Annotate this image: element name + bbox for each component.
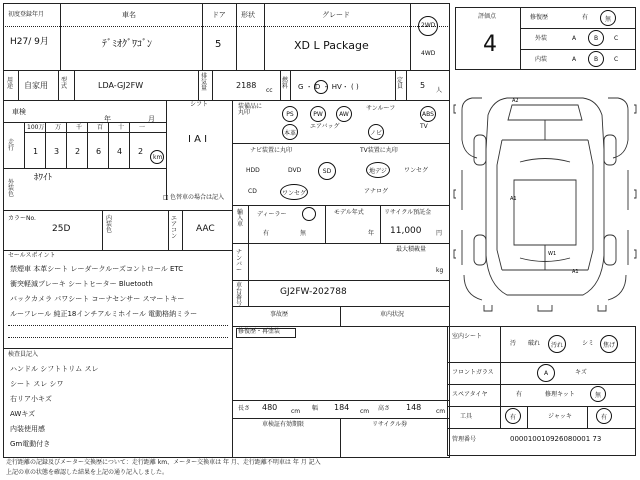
seat-burn-circle: 焦げ [600, 335, 618, 353]
mileage-prefix: 100万 [27, 124, 45, 131]
nav-cd: CD [248, 188, 257, 195]
shape-label: 形状 [241, 11, 255, 19]
mgmt-label: 管理番号 [452, 436, 477, 443]
use-label: 用途 [7, 77, 14, 90]
sales-line-3: ルーフレール 純正18インチアルミホイール 電動格納ミラー [10, 310, 198, 318]
sales-line-2: バックカメラ パワシート コーナセンサー スマートキー [10, 295, 185, 303]
glass-label: フロントガラス [452, 369, 494, 376]
history-col2: 車内状況 [380, 311, 405, 318]
type-label: 型式 [61, 77, 68, 90]
mileage-digit-3: 6 [96, 147, 102, 156]
fuel-diesel-circle [314, 80, 328, 94]
color-no-label: カラーNo. [8, 215, 36, 222]
seat-opt-3: シミ [582, 340, 595, 347]
exterior-label: 外装 [535, 35, 548, 42]
nav-oneseg-circle: ワンセグ [280, 184, 308, 200]
mileage-unit: km [153, 154, 163, 161]
repair-label: 修復歴 [530, 14, 549, 21]
seats-label: 定員 [397, 77, 404, 90]
equipment-item: AW [336, 106, 352, 122]
fuel-options: G ・ D ・ HV・ ( ) [298, 83, 359, 91]
ac-value: AAC [196, 224, 215, 234]
interior-a: A [572, 56, 577, 63]
car-damage-diagram [452, 80, 638, 320]
load-label: 最大積載量 [396, 246, 427, 253]
seats-value: 5 [420, 81, 426, 90]
dealer-no: 無 [300, 230, 307, 237]
tv-label: TV装置に丸印 [360, 147, 398, 154]
mileage-unit-4: 一 [139, 124, 146, 131]
drive-2wd: 2WD [421, 22, 436, 29]
equipment-item: エアバッグ [310, 123, 340, 130]
model-label: 車名 [122, 11, 136, 19]
sales-points-label: セールスポイント [8, 252, 56, 259]
repair-no-circle: 無 [600, 10, 616, 26]
equipment-item: ノビ [368, 124, 384, 140]
recycle-unit: 円 [436, 230, 443, 237]
repair-yes: 有 [582, 14, 589, 21]
color-note-box: □ [163, 194, 169, 201]
notes-line-0: ハンドル シフトトリム スレ [10, 365, 99, 373]
score-value: 4 [483, 32, 497, 57]
nav-dvd: DVD [288, 167, 302, 174]
spare-opt-0: 有 [516, 391, 523, 398]
recycle-value: 11,000 [390, 226, 422, 236]
equipment-label: 装備品に丸印 [238, 103, 263, 116]
diagram-label-w1: W1 [548, 251, 557, 257]
grade-value: XD L Package [294, 39, 369, 52]
dealer-dealer: ディーラー [257, 211, 287, 218]
dealer-yes: 有 [263, 230, 270, 237]
hgt-label: 高さ [378, 405, 391, 412]
seat-dirt-circle: 汚れ [548, 335, 566, 353]
type-value: LDA-GJ2FW [98, 81, 144, 90]
nav-hdd: HDD [246, 167, 260, 174]
sales-line-0: 禁煙車 本革シート レーダークルーズコントロール ETC [10, 265, 184, 273]
tv-oneseg: ワンセグ [404, 167, 429, 174]
len-unit: cm [291, 408, 301, 415]
mileage-unit-1: 千 [76, 124, 83, 131]
len-value: 480 [262, 403, 278, 412]
seats-unit: 人 [436, 87, 443, 94]
color-value: ﾎﾜｲﾄ [34, 173, 53, 183]
mileage-digit-1: 3 [54, 147, 60, 156]
mileage-digit-5: 2 [138, 147, 144, 156]
drive-4wd: 4WD [421, 50, 436, 57]
use-value: 自家用 [24, 81, 48, 90]
len-label: 長さ [238, 405, 251, 412]
mileage-digit-4: 4 [117, 147, 123, 156]
model-value: ﾃﾞﾐｵｸﾞﾜｺﾞﾝ [102, 39, 152, 50]
tools-yes-circle: 有 [505, 408, 521, 424]
wid-value: 184 [334, 403, 350, 412]
plate-label: ナンバー [236, 249, 243, 274]
equipment-item: TV [420, 123, 428, 130]
nav-label: ナビ装置に丸印 [250, 147, 293, 154]
color-no-value: 25D [52, 224, 71, 234]
footer-line-2: 上記の車の状態を確認した結果を上記の通り記入しました。 [6, 469, 169, 476]
inspection-label: 車検 [12, 108, 26, 116]
interior-b-circle: B [588, 51, 604, 67]
reg-date-value: H27/ 9月 [10, 37, 49, 47]
fuel-label: 燃料 [282, 77, 289, 90]
wid-unit: cm [360, 408, 370, 415]
inspection-date-label: 車検証有効期限 [262, 421, 305, 428]
notes-line-5: Gm電動付き [10, 440, 51, 448]
spare-none-circle: 無 [590, 386, 606, 402]
seat-opt-0: 汚 [510, 340, 517, 347]
ac-label: エアコン [171, 215, 178, 240]
color-label: 外装色 [8, 179, 15, 198]
tv-digital-circle: 地デジ [366, 162, 390, 178]
nav-sd-circle: SD [318, 162, 336, 180]
model-year-label: モデル年式 [334, 209, 364, 216]
score-label: 評価点 [478, 13, 497, 20]
history-col1: 事故歴 [270, 311, 289, 318]
shift-value: I A I [188, 134, 208, 145]
inspection-year: 年 [104, 115, 111, 123]
load-unit: kg [436, 267, 444, 274]
footer-line-1: 走行距離の記録及びメーター交換歴について：走行距離 km、メーター交換車は 年 月、走行距離不明車は 年 月 記入 [6, 459, 321, 466]
equipment-item: PW [310, 106, 326, 122]
frame-value: GJ2FW-202788 [280, 287, 347, 297]
color-note: 色替車の場合は記入 [170, 194, 225, 201]
mileage-unit-0: 万 [55, 124, 62, 131]
interior-seat-label: 室内シート [452, 333, 483, 340]
notes-label: 検査員記入 [8, 351, 39, 358]
exterior-a: A [572, 35, 577, 42]
exterior-c: C [614, 35, 619, 42]
equipment-item: 本革 [282, 124, 298, 140]
doors-value: 5 [215, 39, 222, 50]
grade-label: グレード [322, 11, 350, 19]
interior-c: C [614, 56, 619, 63]
tv-analog: アナログ [364, 188, 389, 195]
mileage-unit-2: 百 [97, 124, 104, 131]
interior-label: 内装色 [106, 215, 113, 234]
mileage-label: 走行 [8, 139, 15, 152]
history-sub: 修復歴・再塗装 [238, 328, 281, 335]
jack-yes-circle: 有 [596, 408, 612, 424]
dealer-label: 輸入車 [237, 209, 244, 228]
disp-unit: cc [266, 87, 273, 94]
jack-label: ジャッキ [548, 413, 572, 420]
wid-label: 幅 [312, 405, 319, 412]
glass-a-circle: A [537, 364, 555, 382]
notes-line-4: 内装使用感 [10, 425, 45, 433]
spare-opt-1: 修理キット [545, 391, 575, 398]
glass-opt-1: キズ [575, 369, 587, 376]
hgt-unit: cm [436, 408, 446, 415]
diagram-label-a2: A2 [512, 98, 519, 104]
exterior-b-circle: B [588, 30, 604, 46]
sales-line-1: 衝突軽減ブレーキ シートヒーター Bluetooth [10, 280, 153, 288]
inspection-month: 月 [148, 115, 155, 123]
recycle-label: リサイクル預託金 [384, 209, 432, 216]
shift-label: シフト [190, 101, 209, 108]
mgmt-value: 000010010926080001 73 [510, 435, 602, 443]
dealer-circle [302, 207, 316, 221]
spare-label: スペアタイヤ [452, 391, 488, 398]
seat-opt-1: 破れ [528, 340, 541, 347]
equipment-item: PS [282, 106, 298, 122]
mileage-digit-2: 2 [75, 147, 81, 156]
model-year-unit: 年 [368, 230, 375, 237]
disp-value: 2188 [236, 81, 257, 90]
equipment-item: サンルーフ [366, 105, 396, 112]
notes-line-2: 右リア小キズ [10, 395, 52, 403]
notes-line-3: AWキズ [10, 410, 36, 418]
diagram-label-a1-top: A1 [510, 196, 517, 202]
interior-grade-label: 内装 [535, 56, 548, 63]
recycle-ticket-label: リサイクル券 [372, 421, 408, 428]
equipment-item: ABS [420, 106, 436, 122]
reg-date-label: 初度登録年月 [8, 11, 45, 18]
doors-label: ドア [212, 11, 226, 19]
tools-label: 工具 [460, 413, 473, 420]
mileage-unit-3: 十 [118, 124, 125, 131]
frame-label: 車台番号 [236, 282, 243, 307]
diagram-label-a1-bottom: A1 [572, 269, 579, 275]
notes-line-1: シート スレ シワ [10, 380, 64, 388]
hgt-value: 148 [406, 403, 422, 412]
disp-label: 排気量 [201, 73, 208, 92]
mileage-digit-0: 1 [33, 147, 39, 156]
